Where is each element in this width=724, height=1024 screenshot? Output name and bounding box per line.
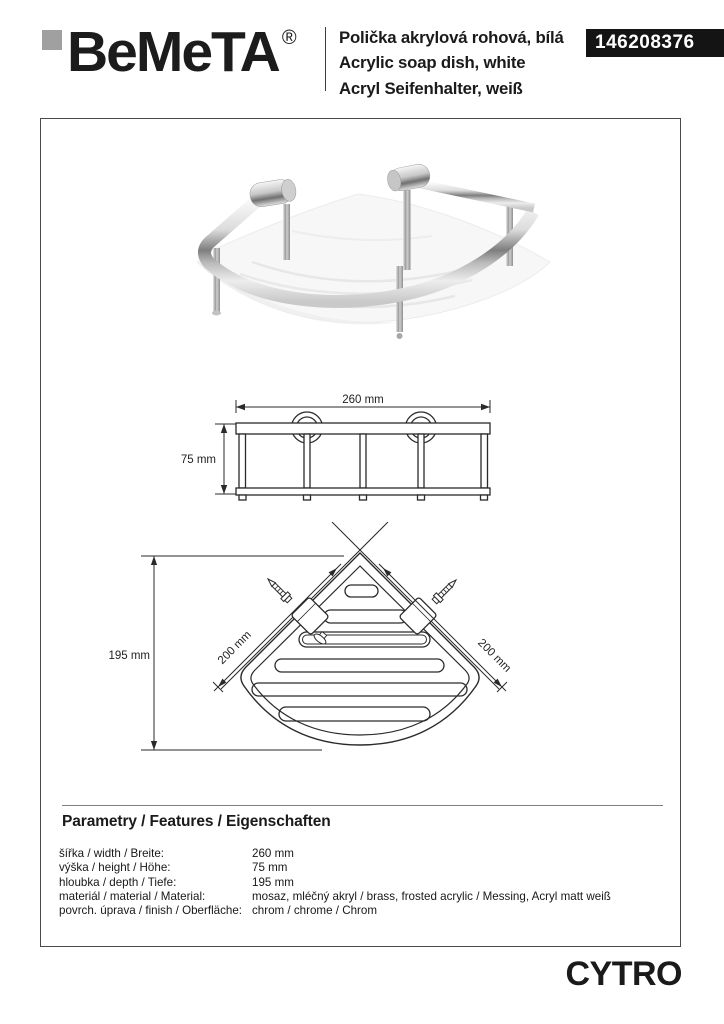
param-value-depth: 195 mm (252, 875, 294, 889)
param-label-width: šířka / width / Breite: (59, 847, 165, 860)
param-value-width: 260 mm (252, 847, 294, 860)
front-view-drawing (180, 390, 525, 505)
front-view-dimension-lines (215, 400, 490, 494)
param-value-material: mosaz, mléčný akryl / brass, frosted acrylic / Messing, Acryl matt weiß (252, 889, 611, 903)
top-view-drawing (100, 522, 530, 772)
wall-screw-right (431, 577, 459, 605)
table-row (59, 876, 659, 890)
table-row (59, 861, 659, 875)
param-label-material: materiál / material / Material: (59, 889, 206, 903)
collection-name: CYTRO (565, 955, 682, 993)
product-sheet-frame (40, 118, 681, 947)
brand-logo-wordmark: BeMeTA (67, 20, 279, 84)
brand-logo-square (42, 30, 62, 50)
wall-screw-left (265, 576, 293, 604)
front-width-dim-label: 260 mm (342, 394, 384, 406)
param-label-depth: hloubka / depth / Tiefe: (59, 875, 177, 889)
product-title-en: Acrylic soap dish, white (339, 53, 526, 73)
parameters-separator (62, 805, 663, 806)
product-code-badge: 146208376 (586, 29, 724, 57)
wall-mount-left (248, 177, 297, 208)
table-row (59, 847, 659, 861)
product-photo (175, 148, 565, 353)
param-value-finish: chrom / chrome / Chrom (252, 904, 377, 917)
top-depth-dim-label: 195 mm (108, 650, 150, 662)
brand-logo (67, 20, 297, 94)
param-value-height: 75 mm (252, 861, 288, 875)
param-label-height: výška / height / Höhe: (59, 861, 171, 875)
parameters-heading: Parametry / Features / Eigenschaften (62, 813, 331, 830)
front-height-dim-label: 75 mm (180, 454, 216, 466)
parameters-table (59, 847, 659, 918)
registered-trademark-icon: ® (281, 27, 297, 49)
product-title-de: Acryl Seifenhalter, weiß (339, 78, 523, 98)
table-row (59, 904, 659, 918)
product-title-cs: Polička akrylová rohová, bílá (339, 28, 564, 47)
top-side-right-dim-label: 200 mm (475, 636, 514, 675)
top-side-left-dim-label: 200 mm (215, 628, 254, 667)
header-divider (325, 27, 326, 91)
product-titles (339, 25, 564, 101)
table-row (59, 890, 659, 904)
front-view-outline (236, 412, 490, 500)
top-view-outline (221, 522, 499, 745)
param-label-finish: povrch. úprava / finish / Oberfläche: (59, 904, 243, 917)
